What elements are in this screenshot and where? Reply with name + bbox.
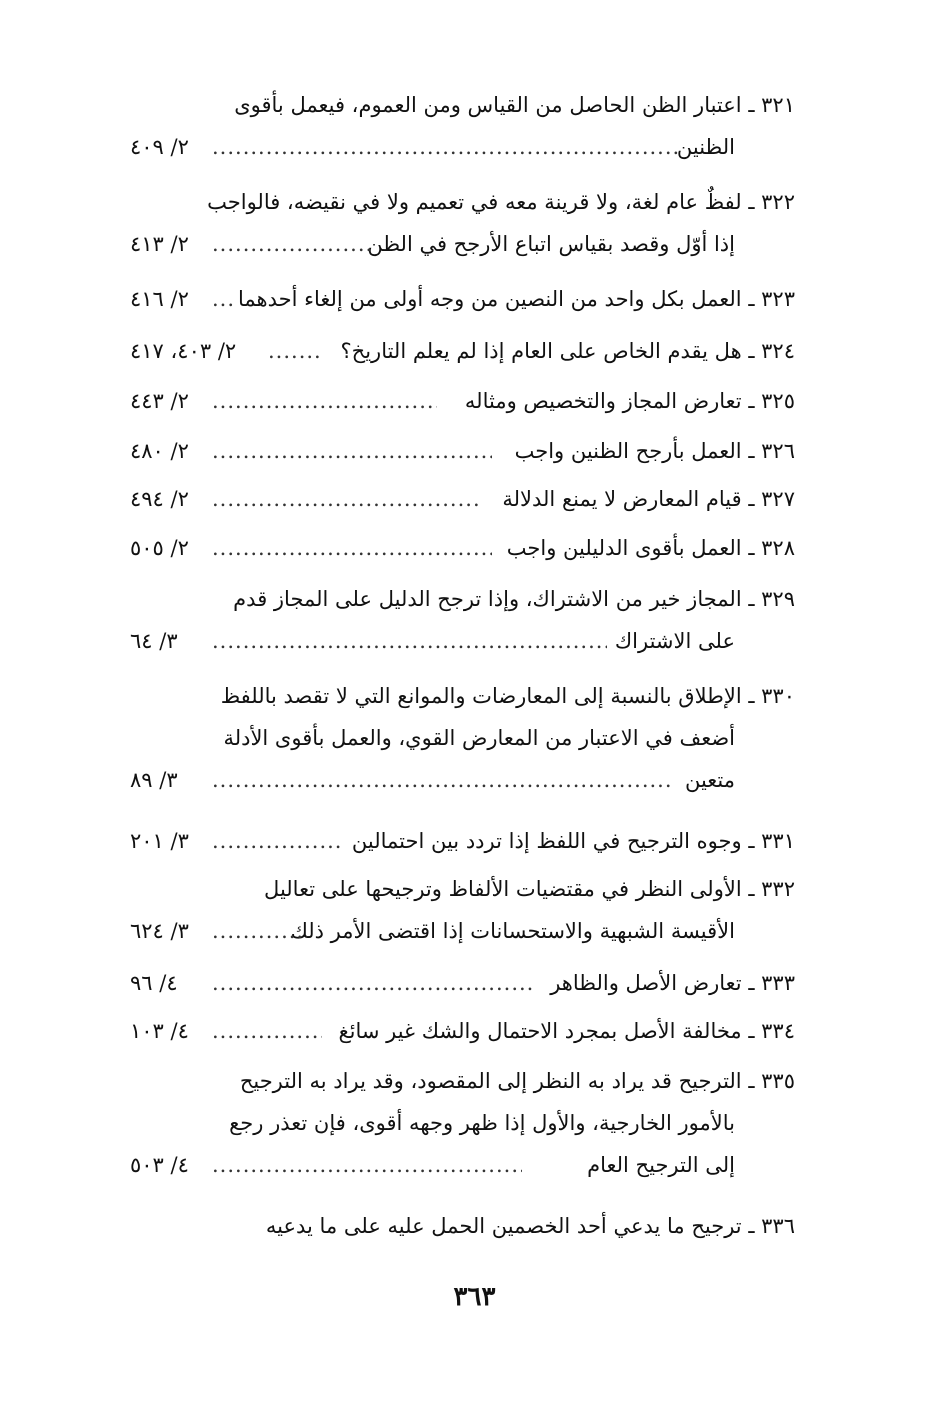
entry-text: ٣٢٣ ـ العمل بكل واحد من النصين من وجه أولى من إلغاء أحدهما xyxy=(238,287,795,311)
page-reference: ٣/ ٦٤ xyxy=(130,629,178,653)
entry-line xyxy=(130,380,795,422)
entry-text: بالأمور الخارجية، والأول إذا ظهر وجهه أقوى، فإن تعذر رجع xyxy=(229,1111,735,1135)
leader-dots xyxy=(212,478,482,520)
index-entry xyxy=(130,181,795,265)
entry-text: الأقيسة الشبهية والاستحسانات إذا اقتضى الأمر ذلك xyxy=(290,919,735,943)
entry-line xyxy=(130,759,795,801)
page-reference: ٢/ ٤٨٠ xyxy=(130,439,189,463)
leader-dots xyxy=(212,278,234,320)
index-entry xyxy=(130,820,795,862)
index-entry xyxy=(130,1010,795,1052)
leader-dots xyxy=(212,910,307,952)
leader-dots xyxy=(212,1010,322,1052)
index-entry xyxy=(130,868,795,952)
leader-dots xyxy=(212,126,682,168)
leader-dots xyxy=(212,620,607,662)
entry-text: ٣٣٥ ـ الترجيح قد يراد به النظر إلى المقصود، وقد يراد به الترجيح xyxy=(239,1069,795,1093)
entry-line xyxy=(130,223,795,265)
page-reference: ٣/ ٢٠١ xyxy=(130,829,189,853)
entry-text: ٣٣٦ ـ ترجيح ما يدعي أحد الخصمين الحمل عليه على ما يدعيه xyxy=(265,1214,795,1238)
index-entry xyxy=(130,1060,795,1186)
page-reference: ٤/ ٩٦ xyxy=(130,971,178,995)
leader-dots xyxy=(212,759,672,801)
entry-text: على الاشتراك xyxy=(614,629,735,653)
entry-text: ٣٢٤ ـ هل يقدم الخاص على العام إذا لم يعلم التاريخ؟ xyxy=(340,339,795,363)
entry-text: متعين xyxy=(684,768,735,792)
index-entry xyxy=(130,430,795,472)
entry-line xyxy=(130,910,795,952)
index-entry xyxy=(130,478,795,520)
entry-line xyxy=(130,1010,795,1052)
page-reference: ٢/ ٤٤٣ xyxy=(130,389,189,413)
leader-dots xyxy=(212,380,437,422)
entry-text: ٣٣٢ ـ الأولى النظر في مقتضيات الألفاظ وترجيحها على تعاليل xyxy=(264,877,795,901)
page-reference: ٢/ ٤١٣ xyxy=(130,232,189,256)
page-reference: ٤/ ٥٠٣ xyxy=(130,1153,189,1177)
index-entry xyxy=(130,578,795,662)
entry-line xyxy=(130,527,795,569)
entry-line xyxy=(130,1144,795,1186)
page-number: ٣٦٣ xyxy=(453,1282,496,1312)
entry-text: ٣٢٧ ـ قيام المعارض لا يمنع الدلالة xyxy=(502,487,795,511)
page-reference: ٢/ ٥٠٥ xyxy=(130,536,189,560)
entry-line xyxy=(130,430,795,472)
leader-dots xyxy=(212,527,492,569)
leader-dots xyxy=(212,962,532,1004)
page-reference: ٢/ ٤٩٤ xyxy=(130,487,189,511)
entry-text: ٣٣١ ـ وجوه الترجيح في اللفظ إذا تردد بين احتمالين xyxy=(351,829,795,853)
entry-line xyxy=(130,820,795,862)
entry-line xyxy=(130,962,795,1004)
index-entry xyxy=(130,675,795,801)
entry-line xyxy=(130,126,795,168)
index-entry xyxy=(130,380,795,422)
page-reference: ٤/ ١٠٣ xyxy=(130,1019,189,1043)
entry-text: ٣٢٥ ـ تعارض المجاز والتخصيص ومثاله xyxy=(464,389,795,413)
index-entry xyxy=(130,84,795,168)
entry-line xyxy=(130,675,795,717)
page-reference: ٢/ ٤٠٣، ٤١٧ xyxy=(130,339,237,363)
page-reference: ٢/ ٤٠٩ xyxy=(130,135,189,159)
entry-line xyxy=(130,181,795,223)
entry-line xyxy=(130,330,795,372)
entry-line xyxy=(130,1060,795,1102)
index-entry xyxy=(130,527,795,569)
entry-line xyxy=(130,84,795,126)
entry-text: ٣٣٣ ـ تعارض الأصل والظاهر xyxy=(550,971,795,995)
entry-line xyxy=(130,278,795,320)
page-reference: ٣/ ٨٩ xyxy=(130,768,178,792)
entry-line xyxy=(130,868,795,910)
entry-line xyxy=(130,620,795,662)
index-entry xyxy=(130,1205,795,1247)
leader-dots xyxy=(212,1144,522,1186)
leader-dots xyxy=(268,330,323,372)
index-entry xyxy=(130,962,795,1004)
entry-text: ٣٢٦ ـ العمل بأرجح الظنين واجب xyxy=(514,439,795,463)
entry-text: أضعف في الاعتبار من المعارض القوي، والعمل بأقوى الأدلة xyxy=(223,726,735,750)
entry-text: ٣٣٠ ـ الإطلاق بالنسبة إلى المعارضات والموانع التي لا تقصد باللفظ xyxy=(220,684,795,708)
entry-text: ٣٢٢ ـ لفظٌ عام لغة، ولا قرينة معه في تعميم ولا في نقيضه، فالواجب xyxy=(207,190,795,214)
entry-text: ٣٢٩ ـ المجاز خير من الاشتراك، وإذا ترجح الدليل على المجاز قدم xyxy=(233,587,795,611)
entry-text: الظنين xyxy=(676,135,735,159)
index-entry xyxy=(130,330,795,372)
entry-text: ٣٢١ ـ اعتبار الظن الحاصل من القياس ومن العموم، فيعمل بأقوى xyxy=(234,93,795,117)
entry-line xyxy=(130,717,795,759)
entry-line xyxy=(130,478,795,520)
entry-text: ٣٢٨ ـ العمل بأقوى الدليلين واجب xyxy=(506,536,795,560)
leader-dots xyxy=(212,820,342,862)
page-reference: ٣/ ٦٢٤ xyxy=(130,919,189,943)
entry-line xyxy=(130,1102,795,1144)
page-reference: ٢/ ٤١٦ xyxy=(130,287,189,311)
index-entry xyxy=(130,278,795,320)
entry-text: ٣٣٤ ـ مخالفة الأصل بمجرد الاحتمال والشك غير سائغ xyxy=(338,1019,795,1043)
entry-text: إلى الترجيح العام xyxy=(587,1153,735,1177)
entry-line xyxy=(130,578,795,620)
entry-text: إذا أوّل وقصد بقياس اتباع الأرجح في الظن xyxy=(367,232,735,256)
leader-dots xyxy=(212,430,492,472)
leader-dots xyxy=(212,223,372,265)
entry-line xyxy=(130,1205,795,1247)
